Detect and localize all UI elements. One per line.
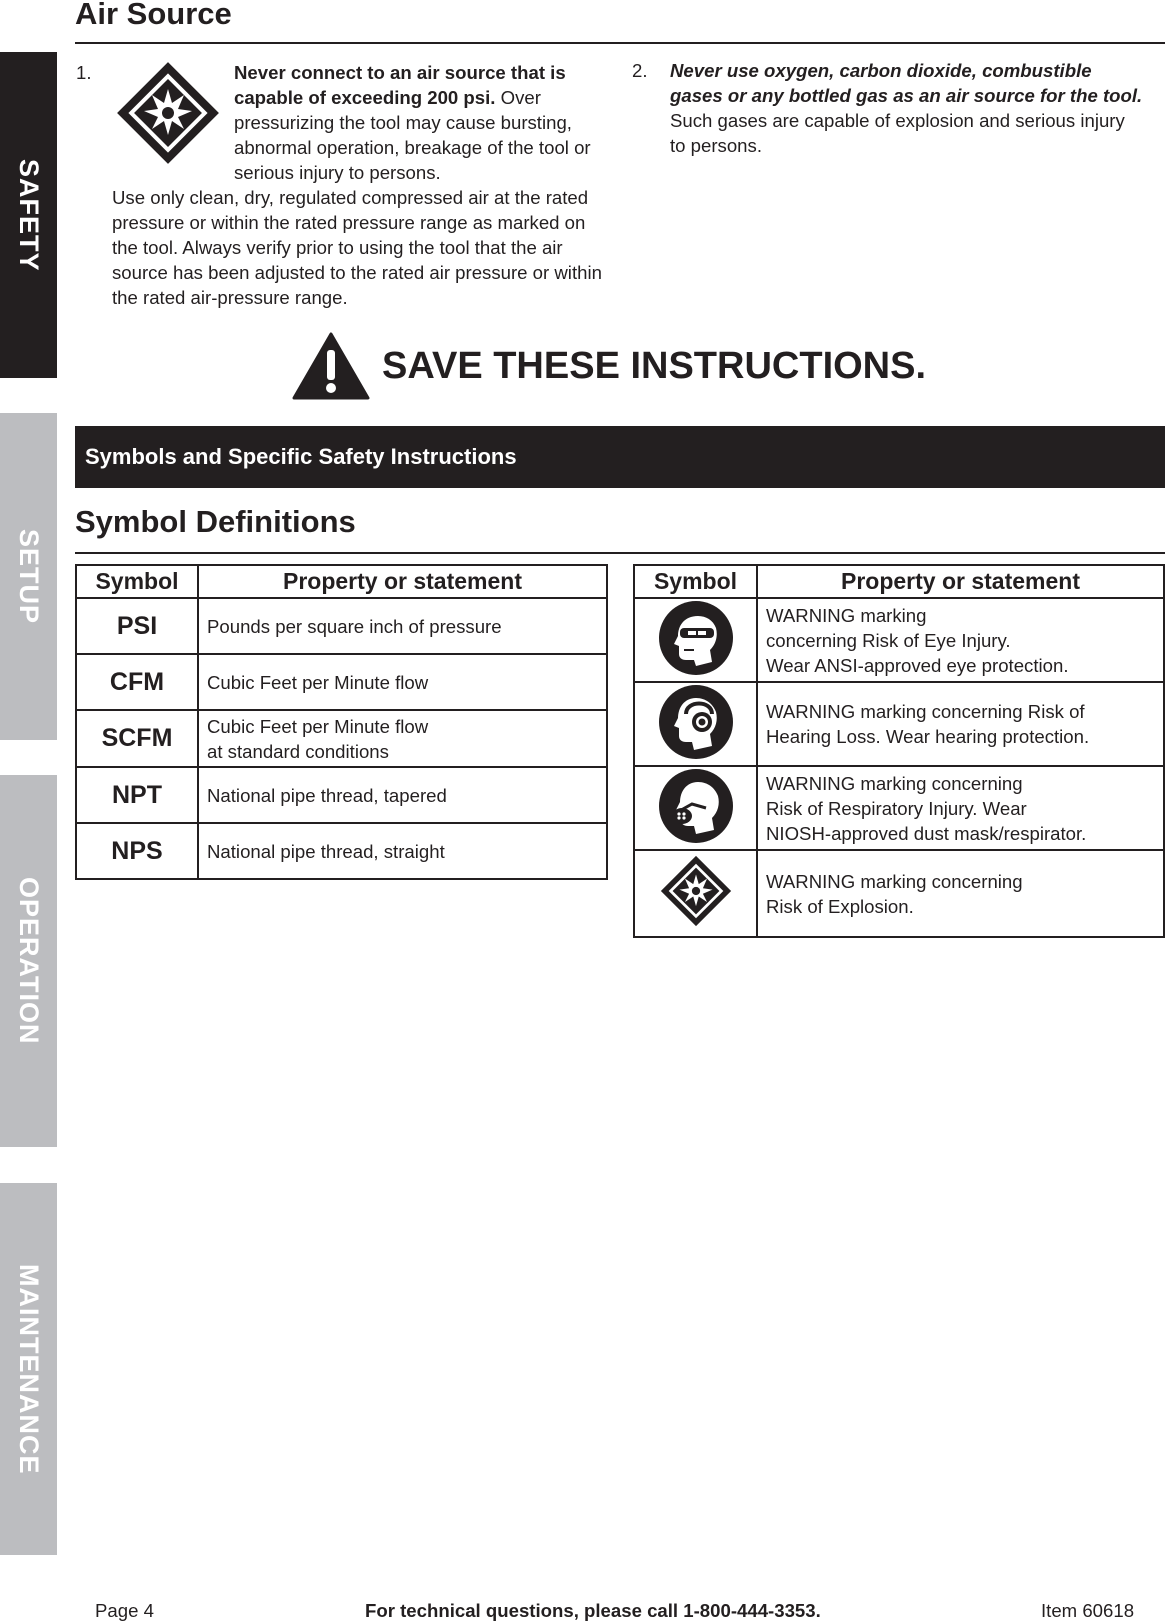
eye-protection-icon bbox=[658, 600, 734, 676]
tab-label: SAFETY bbox=[14, 158, 44, 272]
tab-maintenance bbox=[0, 1183, 57, 1555]
table-row bbox=[634, 682, 1164, 766]
definition-line: WARNING marking concerning Risk of bbox=[766, 701, 1085, 722]
tab-operation bbox=[0, 775, 57, 1147]
tab-setup bbox=[0, 413, 57, 740]
item1-body: Over pressurizing the tool may cause bursting, abnormal operation, breakage of the tool or serious injury to persons. bbox=[234, 87, 591, 183]
property-header: Property or statement bbox=[198, 565, 607, 598]
explosion-icon bbox=[656, 851, 736, 931]
hearing-protection-icon bbox=[658, 684, 734, 760]
symbol-cell: CFM bbox=[76, 654, 198, 710]
item1-number: 1. bbox=[76, 62, 92, 83]
save-text: SAVE THESE INSTRUCTIONS. bbox=[382, 344, 927, 387]
symbol-cell bbox=[634, 682, 757, 766]
table-row bbox=[634, 598, 1164, 682]
tab-label: OPERATION bbox=[14, 877, 44, 1045]
table-row bbox=[76, 710, 607, 767]
table-row bbox=[76, 598, 607, 654]
right-symbol-table bbox=[633, 564, 1165, 938]
symbol-cell: NPS bbox=[76, 823, 198, 879]
respirator-icon bbox=[658, 768, 734, 844]
definition-line: Hearing Loss. Wear hearing protection. bbox=[766, 726, 1090, 747]
definition-line: concerning Risk of Eye Injury. bbox=[766, 629, 1011, 651]
definitions-rule bbox=[75, 552, 1165, 554]
table-row bbox=[76, 767, 607, 823]
footer-item: Item 60618 bbox=[1041, 1600, 1135, 1621]
table-row bbox=[634, 766, 1164, 850]
symbol-cell bbox=[634, 766, 757, 850]
footer-page: Page 4 bbox=[95, 1600, 154, 1621]
section-banner: Symbols and Specific Safety Instructions bbox=[75, 426, 1165, 488]
item1-body2: Use only clean, dry, regulated compressed air at the rated pressure or within the rated pressure range as marked on the tool. Always verify prior to using the tool that the air source has been adjusted to the rated air pressure or within the rated air-pressure range. bbox=[112, 187, 602, 308]
warning-triangle-icon bbox=[292, 332, 370, 400]
item2-body: Such gases are capable of explosion and serious injury to persons. bbox=[670, 110, 1125, 156]
table-row bbox=[634, 850, 1164, 937]
item2-bold: Never use oxygen, carbon dioxide, combustible gases or any bottled gas as an air source for the tool. bbox=[670, 60, 1143, 106]
definition-cell: Cubic Feet per Minute flow bbox=[198, 654, 607, 710]
footer-tech: For technical questions, please call 1-800-444-3353. bbox=[365, 1600, 821, 1621]
symbol-cell: SCFM bbox=[76, 710, 198, 767]
table-row bbox=[76, 823, 607, 879]
symbol-cell bbox=[634, 598, 757, 682]
symbol-header: Symbol bbox=[76, 565, 198, 598]
definition-line: Cubic Feet per Minute flow bbox=[207, 715, 429, 737]
property-header: Property or statement bbox=[757, 565, 1164, 598]
definition-cell: National pipe thread, straight bbox=[198, 823, 607, 879]
symbol-cell bbox=[634, 850, 757, 937]
definition-cell bbox=[757, 598, 1164, 682]
definition-line: WARNING marking concerning bbox=[766, 772, 1023, 794]
symbol-definitions-title: Symbol Definitions bbox=[75, 504, 356, 539]
table-row bbox=[76, 654, 607, 710]
definition-cell bbox=[198, 710, 607, 767]
definition-line: Risk of Respiratory Injury. Wear bbox=[766, 797, 1027, 819]
section-title: Air Source bbox=[75, 0, 232, 31]
symbol-cell: NPT bbox=[76, 767, 198, 823]
symbol-cell: PSI bbox=[76, 598, 198, 654]
item2-number: 2. bbox=[632, 60, 648, 81]
table-header-row bbox=[76, 565, 607, 598]
left-symbol-table bbox=[75, 564, 608, 880]
definition-line: Wear ANSI-approved eye protection. bbox=[766, 654, 1069, 676]
item1-text bbox=[234, 60, 610, 185]
item2-text bbox=[670, 58, 1145, 158]
explosion-warning-icon bbox=[110, 55, 226, 171]
tab-label: SETUP bbox=[14, 528, 44, 625]
definition-line: Risk of Explosion. bbox=[766, 895, 914, 917]
definition-cell bbox=[757, 682, 1164, 766]
definition-line: WARNING marking concerning bbox=[766, 870, 1023, 892]
tab-label: MAINTENANCE bbox=[14, 1263, 44, 1475]
definition-cell bbox=[757, 850, 1164, 937]
item1-bold: Never connect to an air source that is capable of exceeding 200 psi. bbox=[234, 62, 566, 108]
definition-cell: National pipe thread, tapered bbox=[198, 767, 607, 823]
symbol-header: Symbol bbox=[634, 565, 757, 598]
definition-line: at standard conditions bbox=[207, 740, 389, 762]
definition-line: NIOSH-approved dust mask/respirator. bbox=[766, 822, 1087, 844]
title-rule bbox=[75, 42, 1165, 44]
definition-line: WARNING marking bbox=[766, 604, 927, 626]
definition-cell bbox=[757, 766, 1164, 850]
definition-cell: Pounds per square inch of pressure bbox=[198, 598, 607, 654]
table-header-row bbox=[634, 565, 1164, 598]
save-instructions bbox=[292, 332, 926, 400]
tab-safety bbox=[0, 52, 57, 378]
